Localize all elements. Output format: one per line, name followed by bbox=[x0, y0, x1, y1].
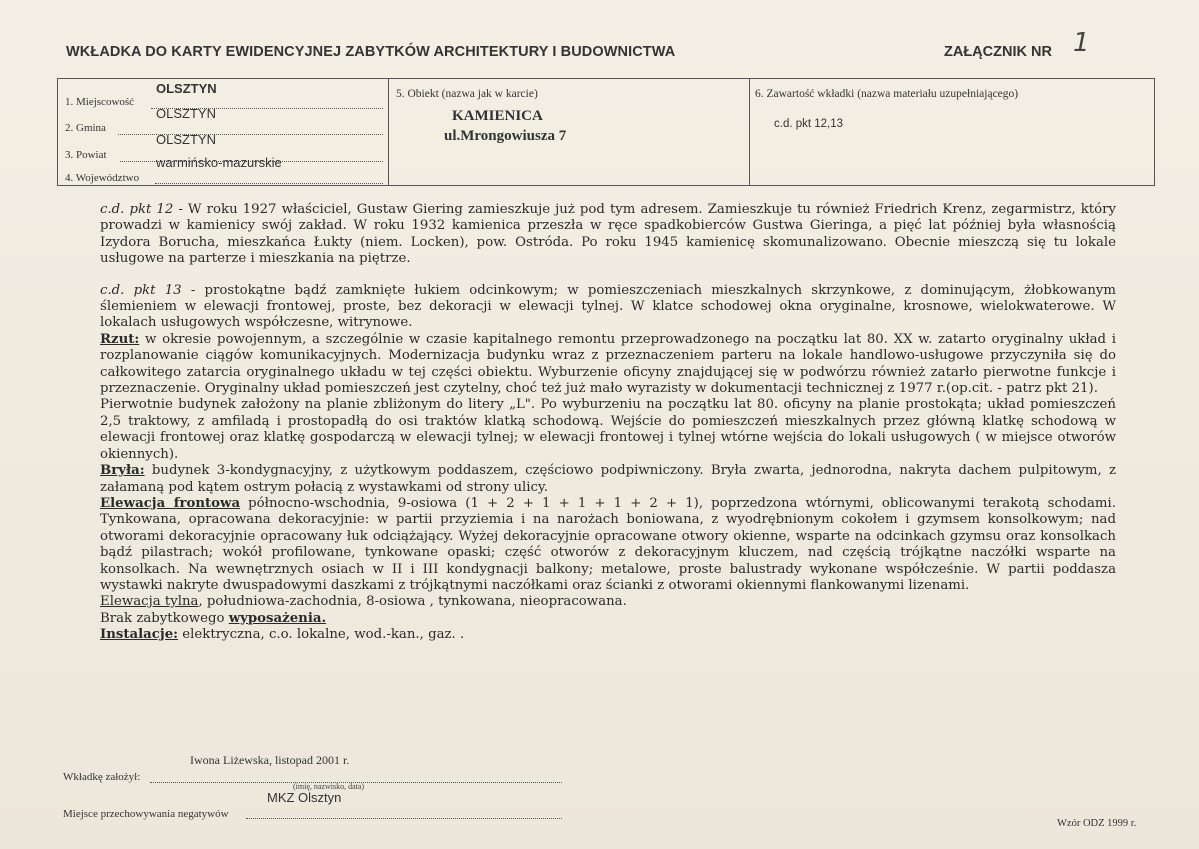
paragraph-plan bbox=[100, 397, 1116, 463]
paragraph-pkt13 bbox=[100, 283, 1116, 332]
paragraph-text: północno-wschodnia, 9-osiowa (1 + 2 + 1 + 1 + 1 + 2 + 1), poprzedzona wtórnymi, oblicowanymi terakotą schodami. Tynkowana, opracowana dekoracyjnie: w partii przyziemia i na narożach boniowana, z wyodrębnionym cokołem i gzymsem konsolkowym; nad otworami dekoracyjnie opracowany łuk odciążający. Wyżej dekoracyjnie opracowane otwory okienne, wsparte na odcinkach gzymsu oraz konsolkach bądź pilastrach; wokół profilowane, tynkowane opaski; część otworów z dekoracyjnym kluczem, nad częścią trójkątne naczółki wsparte na konsolkach. Na wewnętrznych osiach w II i III kondygnacji balkony; metalowe, proste balustrady wykonane współcześnie. W partii poddasza wystawki nakryte dwuspadowymi daszkami z trójkątnymi naczółkami oraz ścianki z otworami okiennymi flankowanymi lizenami. bbox=[100, 495, 1116, 593]
paragraph-text: Brak zabytkowego bbox=[100, 610, 229, 626]
paragraph-pkt12 bbox=[100, 202, 1116, 268]
storage-value: MKZ Olsztyn bbox=[267, 790, 342, 805]
document-title: WKŁADKA DO KARTY EWIDENCYJNEJ ZABYTKÓW ARCHITEKTURY I BUDOWNICTWA bbox=[66, 44, 676, 60]
contents-value: c.d. pkt 12,13 bbox=[774, 118, 844, 130]
paragraph-bryla bbox=[100, 463, 1116, 496]
paragraph-text: w okresie powojennym, a szczególnie w czasie kapitalnego remontu przeprowadzonego na początku lat 80. XX w. zatarto oryginalny układ i rozplanowanie ciągów komunikacyjnych. Modernizacja budynku wraz z przeznaczeniem parteru na lokale handlowo-usługowe przyczyniła się do całkowitego zatarcia oryginalnego układu w tej części obiektu. Wyburzenie oficyny znajdującej się w podwórzu również zatarło pierwotne funkcje i przeznaczenie. Oryginalny układ pomieszczeń jest czytelny, choć też już mało wyrazisty w dokumentacji technicznej z 1977 r.(op.cit. - patrz pkt 21). bbox=[100, 331, 1116, 397]
section-heading: Elewacja frontowa bbox=[100, 495, 241, 511]
object-address: ul.Mrongowiusza 7 bbox=[444, 128, 567, 144]
field-label-commune: 2. Gmina bbox=[65, 122, 106, 134]
object-name: KAMIENICA bbox=[452, 108, 543, 124]
field-value-locality: OLSZTYN bbox=[156, 81, 217, 96]
paragraph-rear-elevation bbox=[100, 594, 1116, 610]
paragraph-text: elektryczna, c.o. lokalne, wod.-kan., gaz. . bbox=[178, 627, 465, 643]
point-ref: c.d. pkt 13 - bbox=[100, 282, 196, 298]
created-by-hint: (imię, nazwisko, data) bbox=[293, 782, 365, 791]
field-line bbox=[155, 183, 383, 184]
paragraph-installations bbox=[100, 627, 1116, 643]
section-heading: Rzut: bbox=[100, 331, 140, 347]
document-body bbox=[100, 202, 1116, 644]
form-divider bbox=[749, 79, 750, 185]
section-heading: Elewacja tylna bbox=[100, 594, 199, 610]
section-heading: Bryła: bbox=[100, 463, 145, 479]
field-line bbox=[246, 818, 562, 819]
form-divider bbox=[388, 79, 389, 185]
paragraph-text: prostokątne bądź zamknięte łukiem odcinkowym; w pomieszczeniach mieszkalnych skrzynkowe, z dominującym, żłobkowanym ślemieniem w elewacji frontowej, proste, bez dekoracji w elewacji tylnej. W klatce schodowej okna oryginalne, krosnowe, wielokwaterowe. W lokalach usługowych współczesne, witrynowe. bbox=[100, 282, 1116, 331]
field-label-locality: 1. Miejscowość bbox=[65, 96, 135, 108]
author-signature: Iwona Liżewska, listopad 2001 r. bbox=[190, 753, 350, 767]
field-value-voivodeship: warmińsko-mazurskie bbox=[156, 155, 282, 170]
field-value-commune: OLSZTYN bbox=[156, 106, 216, 121]
created-by-label: Wkładkę założył: bbox=[63, 771, 141, 783]
field-label-district: 3. Powiat bbox=[65, 149, 107, 161]
paragraph-rzut bbox=[100, 332, 1116, 398]
section-heading: wyposażenia. bbox=[228, 610, 327, 626]
section-heading: Instalacje: bbox=[100, 627, 179, 643]
paragraph-front-elevation bbox=[100, 496, 1116, 594]
paragraph-text: Pierwotnie budynek założony na planie zbliżonym do litery „L". Po wyburzeniu na początku lat 80. oficyny na planie prostokąta; układ pomieszczeń 2,5 traktowy, z amfiladą i prostopadłą do osi traktów klatką schodową. Wejście do pomieszczeń mieszkalnych przez główną klatkę schodową w elewacji frontowej oraz klatkę gospodarczą w elewacji tylnej; w elewacji frontowej i tylnej wtórne wejścia do lokali usługowych ( w miejsce otworów okiennych). bbox=[100, 397, 1116, 462]
paragraph-text: W roku 1927 właściciel, Gustaw Giering zamieszkuje już pod tym adresem. Zamieszkuje tu również Friedrich Krenz, zegarmistrz, który prowadzi w kamienicy swój zakład. W roku 1932 kamienica przeszła w ręce spadkobierców Gustwa Gieringa, a pięć lat później była własnością Izydora Borucha, mieszkańca Łukty (niem. Locken), pow. Ostróda. Po roku 1945 kamienicę skomunalizowano. Obecnie mieszczą się tu lokale usługowe na parterze i mieszkania na piętrze. bbox=[100, 202, 1117, 267]
form-template-id: Wzór ODZ 1999 r. bbox=[1057, 818, 1137, 829]
annex-number: 1 bbox=[1073, 28, 1090, 58]
annex-label: ZAŁĄCZNIK NR bbox=[944, 44, 1052, 60]
contents-label: 6. Zawartość wkładki (nazwa materiału uzupełniającego) bbox=[755, 88, 1019, 100]
paragraph-text: budynek 3-kondygnacyjny, z użytkowym poddaszem, częściowo podpiwniczony. Bryła zwarta, jednorodna, nakryta dachem pulpitowym, z załamaną pod kątem ostrym połacią z wystawkami od strony ulicy. bbox=[100, 463, 1116, 495]
field-label-voivodeship: 4. Województwo bbox=[65, 172, 140, 184]
point-ref: c.d. pkt 12 - bbox=[100, 202, 183, 217]
field-value-district: OLSZTYN bbox=[156, 132, 216, 147]
storage-label: Miejsce przechowywania negatywów bbox=[63, 808, 229, 820]
paragraph-text: , południowa-zachodnia, 8-osiowa , tynkowana, nieopracowana. bbox=[198, 594, 627, 610]
object-label: 5. Obiekt (nazwa jak w karcie) bbox=[396, 88, 538, 100]
paragraph-equipment bbox=[100, 611, 1116, 627]
identification-form bbox=[57, 78, 1155, 186]
